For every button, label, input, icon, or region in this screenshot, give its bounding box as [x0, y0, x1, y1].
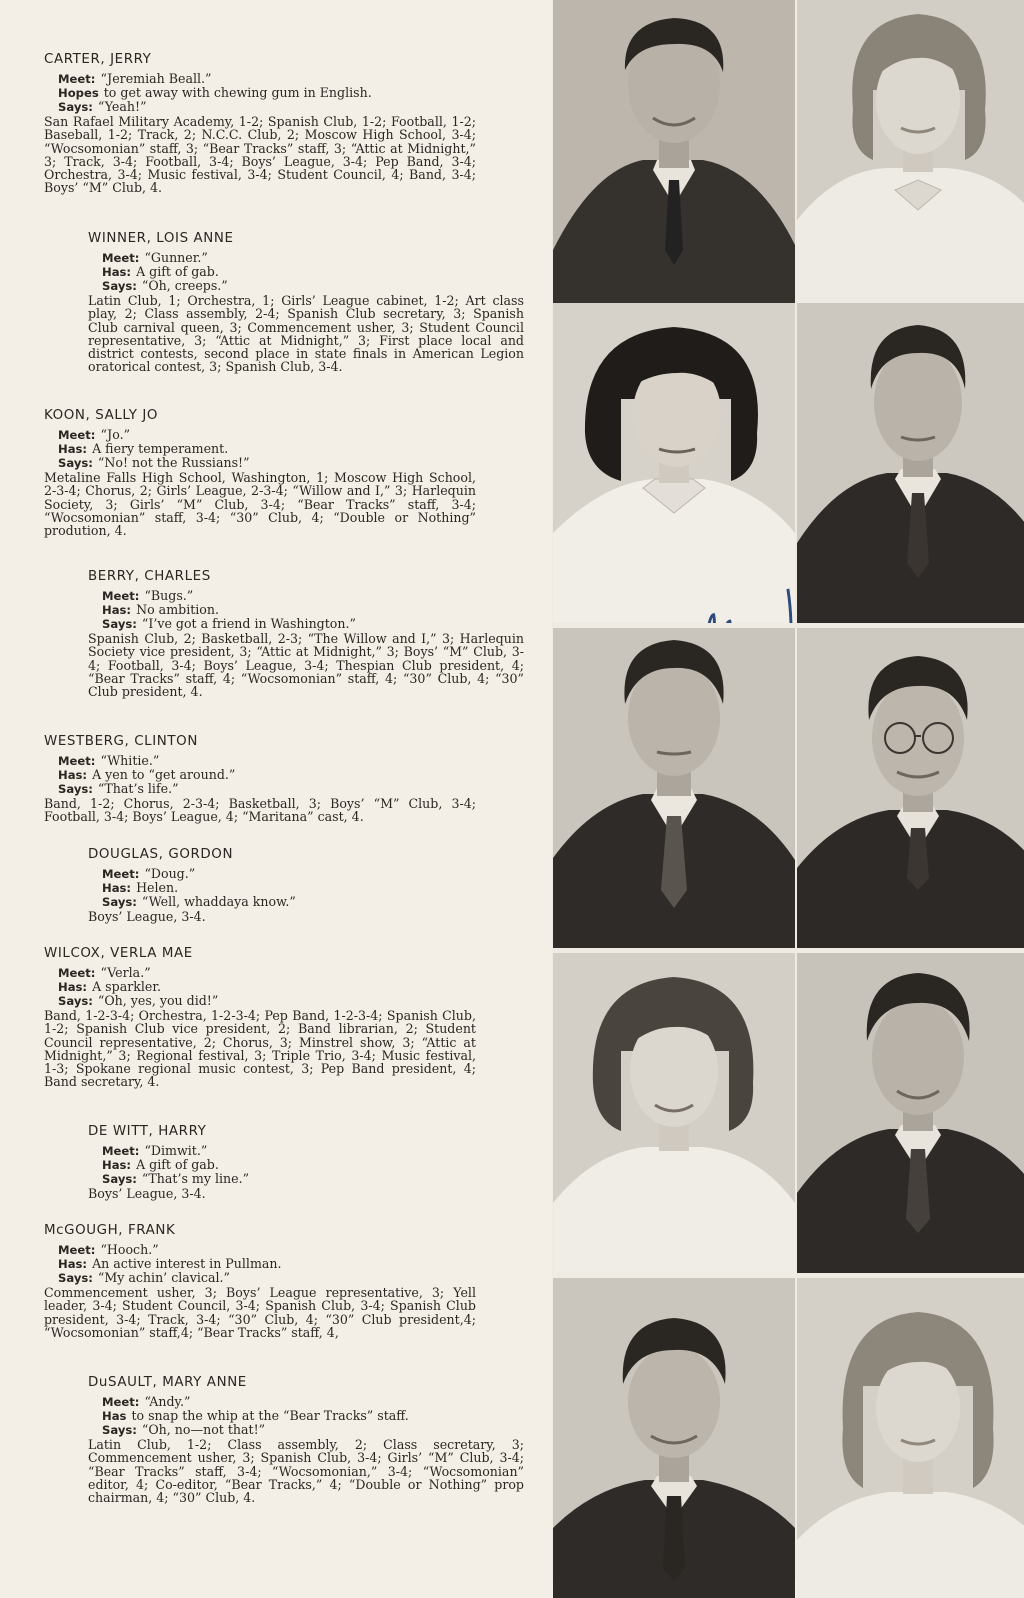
- line-text: An active interest in Pullman.: [92, 1256, 282, 1272]
- line-label: Says:: [58, 1271, 93, 1286]
- line-label: Hopes: [58, 86, 99, 101]
- line-text: “Yeah!”: [97, 99, 147, 115]
- portrait-wilcox: [553, 953, 795, 1273]
- student-name: KOON, SALLY JO: [44, 408, 159, 423]
- line-text: A fiery temperament.: [92, 441, 229, 457]
- student-name: WINNER, LOIS ANNE: [88, 231, 234, 246]
- says-line: [88, 279, 524, 293]
- says-line: [88, 895, 524, 909]
- meet-line: [44, 1243, 476, 1257]
- activities-text: Commencement usher, 3; Boys’ League representative, 3; Yell leader, 3-4; Student Council, 3-4; Spanish Club, 3-4; Spanish Club president, 3-4; Track, 3-4; “30” Club, 4; “30” Club president,4; “Wocsomonian” staff,4; “Bear Tracks” staff, 4,: [44, 1285, 476, 1340]
- line-text: “Jeremiah Beall.”: [100, 71, 212, 87]
- line-label: Says:: [102, 1423, 137, 1438]
- portrait-koon: [553, 303, 795, 623]
- line-label: Has:: [58, 442, 88, 457]
- says-line: [44, 456, 476, 470]
- student-name: DOUGLAS, GORDON: [88, 847, 234, 862]
- portrait-dewitt: [797, 953, 1024, 1273]
- line-text: “Gunner.”: [144, 250, 208, 266]
- has-line: [44, 768, 476, 782]
- signature-sally-jo: [633, 495, 795, 623]
- student-entry-mcgough: [44, 1224, 476, 1339]
- line-label: Meet:: [102, 251, 140, 266]
- line-text: “Doug.”: [144, 866, 196, 882]
- line-text: “That’s life.”: [97, 781, 179, 797]
- says-line: [44, 100, 476, 114]
- line-text: A gift of gab.: [136, 1157, 219, 1173]
- line-label: Says:: [102, 895, 137, 910]
- line-text: “Andy.”: [144, 1394, 191, 1410]
- student-entry-winner: [88, 232, 524, 373]
- portrait-dusault: [797, 1278, 1024, 1598]
- has-line: [44, 1257, 476, 1271]
- line-text: “My achin’ clavical.”: [97, 1270, 230, 1286]
- portrait-mcgough: [553, 1278, 795, 1598]
- portrait-winner: [797, 0, 1024, 320]
- line-text: “Oh, no—not that!”: [141, 1422, 266, 1438]
- line-text: A sparkler.: [92, 979, 161, 995]
- line-label: Has:: [102, 1158, 132, 1173]
- line-text: “Bugs.”: [144, 588, 194, 604]
- portrait-berry-image: [797, 303, 1024, 623]
- says-line: [44, 782, 476, 796]
- line-text: “Verla.”: [100, 965, 151, 981]
- activities-text: Boys’ League, 3-4.: [88, 1186, 206, 1202]
- line-label: Meet:: [102, 1395, 140, 1410]
- portrait-wilcox-image: [553, 953, 795, 1273]
- portrait-column: [552, 0, 1024, 1581]
- says-line: [88, 1423, 524, 1437]
- activities-text: Metaline Falls High School, Washington, 1; Moscow High School, 2-3-4; Chorus, 2; Girls’ League, 2-3-4; “Willow and I,” 3; Harlequin Society, 3; Girls’ “M” Club, 3-4; “Bear Tracks” staff, 3-4; “Wocsomonian” staff, 3-4; “30” Club, 4; “Double or Nothing” prodution, 4.: [44, 470, 476, 538]
- line-text: “Oh, creeps.”: [141, 278, 228, 294]
- says-line: [44, 994, 476, 1008]
- line-label: Meet:: [58, 72, 96, 87]
- hopes-line: [44, 86, 476, 100]
- activities-text: Spanish Club, 2; Basketball, 2-3; “The Willow and I,” 3; Harlequin Society vice president, 3; “Attic at Midnight,” 3; Boys’ “M” Club, 3-4; Football, 3-4; Boys’ League, 3-4; Thespian Club president, 4; “Bear Tracks” staff, 4; “Wocsomonian” staff, 4; “30” Club, 4; “30” Club president, 4.: [88, 631, 524, 699]
- has-line: [88, 1158, 524, 1172]
- line-label: Has: [102, 1409, 127, 1424]
- says-line: [88, 1172, 524, 1186]
- meet-line: [88, 1144, 524, 1158]
- student-entry-carter: [44, 53, 476, 194]
- portrait-dewitt-image: [797, 953, 1024, 1273]
- has-line: [44, 980, 476, 994]
- line-label: Meet:: [102, 867, 140, 882]
- student-entry-dewitt: [88, 1125, 524, 1200]
- line-label: Meet:: [102, 1144, 140, 1159]
- student-name: DE WITT, HARRY: [88, 1124, 207, 1139]
- portrait-mcgough-image: [553, 1278, 795, 1598]
- line-label: Says:: [58, 994, 93, 1009]
- says-line: [88, 617, 524, 631]
- student-entry-dusault: [88, 1376, 524, 1504]
- meet-line: [44, 754, 476, 768]
- line-label: Has:: [102, 265, 132, 280]
- line-text: A gift of gab.: [136, 264, 219, 280]
- portrait-berry: [797, 303, 1024, 623]
- portrait-douglas-image: [797, 628, 1024, 948]
- line-text: “Well, whaddaya know.”: [141, 894, 296, 910]
- student-name: BERRY, CHARLES: [88, 569, 211, 584]
- student-name: WILCOX, VERLA MAE: [44, 946, 193, 961]
- line-label: Meet:: [58, 966, 96, 981]
- line-text: “I’ve got a friend in Washington.”: [141, 616, 356, 632]
- meet-line: [88, 867, 524, 881]
- activities-text: Band, 1-2; Chorus, 2-3-4; Basketball, 3; Boys’ “M” Club, 3-4; Football, 3-4; Boys’ League, 4; “Maritana” cast, 4.: [44, 796, 476, 825]
- meet-line: [88, 1395, 524, 1409]
- activities-text: Boys’ League, 3-4.: [88, 909, 206, 925]
- portrait-winner-image: [797, 0, 1024, 320]
- has-line: [88, 1409, 524, 1423]
- activities-text: San Rafael Military Academy, 1-2; Spanish Club, 1-2; Football, 1-2; Baseball, 1-2; Track, 2; N.C.C. Club, 2; Moscow High School, 3-4; “Wocsomonian” staff, 3; “Bear Tracks” staff, 3; “Attic at Midnight,” 3; Track, 3-4; Football, 3-4; Boys’ League, 3-4; Pep Band, 3-4; Orchestra, 3-4; Music festival, 3-4; Student Council, 4; Band, 3-4; Boys’ “M” Club, 4.: [44, 114, 476, 195]
- line-label: Says:: [58, 456, 93, 471]
- portrait-dusault-image: [797, 1278, 1024, 1598]
- line-text: to snap the whip at the “Bear Tracks” staff.: [131, 1408, 409, 1424]
- has-line: [88, 265, 524, 279]
- says-line: [44, 1271, 476, 1285]
- meet-line: [44, 428, 476, 442]
- line-label: Says:: [102, 617, 137, 632]
- line-text: “Hooch.”: [100, 1242, 159, 1258]
- student-name: McGOUGH, FRANK: [44, 1223, 176, 1238]
- has-line: [88, 881, 524, 895]
- line-text: A yen to “get around.”: [92, 767, 236, 783]
- activities-text: Latin Club, 1-2; Class assembly, 2; Class secretary, 3; Commencement usher, 3; Spanish Club, 3-4; Girls’ “M” Club, 3-4; “Bear Tracks” staff, 3-4; “Wocsomonian,” 3-4; “Wocsomonian” editor, 4; Co-editor, “Bear Tracks,” 4; “Double or Nothing” prop chairman, 4; “30” Club, 4.: [88, 1437, 524, 1505]
- line-text: No ambition.: [136, 602, 220, 618]
- line-text: to get away with chewing gum in English.: [103, 85, 372, 101]
- line-label: Has:: [102, 881, 132, 896]
- meet-line: [88, 251, 524, 265]
- student-entry-wilcox: [44, 947, 476, 1088]
- line-label: Says:: [102, 279, 137, 294]
- student-entry-douglas: [88, 848, 524, 923]
- student-name: CARTER, JERRY: [44, 52, 152, 67]
- line-label: Has:: [58, 980, 88, 995]
- student-entry-berry: [88, 570, 524, 698]
- line-label: Meet:: [58, 754, 96, 769]
- line-text: “That’s my line.”: [141, 1171, 250, 1187]
- portrait-douglas: [797, 628, 1024, 948]
- line-label: Says:: [58, 782, 93, 797]
- portrait-carter-image: [553, 0, 795, 320]
- line-label: Has:: [102, 603, 132, 618]
- line-text: “No! not the Russians!”: [97, 455, 250, 471]
- portrait-carter: [553, 0, 795, 320]
- line-label: Meet:: [58, 428, 96, 443]
- line-label: Says:: [58, 100, 93, 115]
- portrait-westberg-image: [553, 628, 795, 948]
- has-line: [44, 442, 476, 456]
- meet-line: [44, 966, 476, 980]
- student-name: WESTBERG, CLINTON: [44, 734, 198, 749]
- line-label: Says:: [102, 1172, 137, 1187]
- line-label: Meet:: [58, 1243, 96, 1258]
- activities-text: Band, 1-2-3-4; Orchestra, 1-2-3-4; Pep Band, 1-2-3-4; Spanish Club, 1-2; Spanish Club vice president, 2; Band librarian, 2; Student Council representative, 2; Chorus, 3; Minstrel show, 3; “Attic at Midnight,” 3; Regional festival, 3; Triple Trio, 3-4; Music festival, 1-3; Spokane regional music contest, 3; Pep Band president, 4; Band secretary, 4.: [44, 1008, 476, 1089]
- line-text: “Whitie.”: [100, 753, 160, 769]
- line-label: Has:: [58, 768, 88, 783]
- meet-line: [88, 589, 524, 603]
- meet-line: [44, 72, 476, 86]
- line-text: “Oh, yes, you did!”: [97, 993, 219, 1009]
- line-text: “Dimwit.”: [144, 1143, 208, 1159]
- line-label: Has:: [58, 1257, 88, 1272]
- line-text: Helen.: [136, 880, 179, 896]
- student-entry-koon: [44, 409, 476, 537]
- line-text: “Jo.”: [100, 427, 131, 443]
- has-line: [88, 603, 524, 617]
- student-name: DuSAULT, MARY ANNE: [88, 1375, 247, 1390]
- line-label: Meet:: [102, 589, 140, 604]
- portrait-westberg: [553, 628, 795, 948]
- student-entry-westberg: [44, 735, 476, 824]
- activities-text: Latin Club, 1; Orchestra, 1; Girls’ League cabinet, 1-2; Art class play, 2; Class assembly, 2-4; Spanish Club secretary, 3; Spanish Club carnival queen, 3; Commencement usher, 3; Student Council representative, 3; “Attic at Midnight,” 3; First place local and district contests, second place in state finals in American Legion oratorical contest, 3; Spanish Club, 3-4.: [88, 293, 524, 374]
